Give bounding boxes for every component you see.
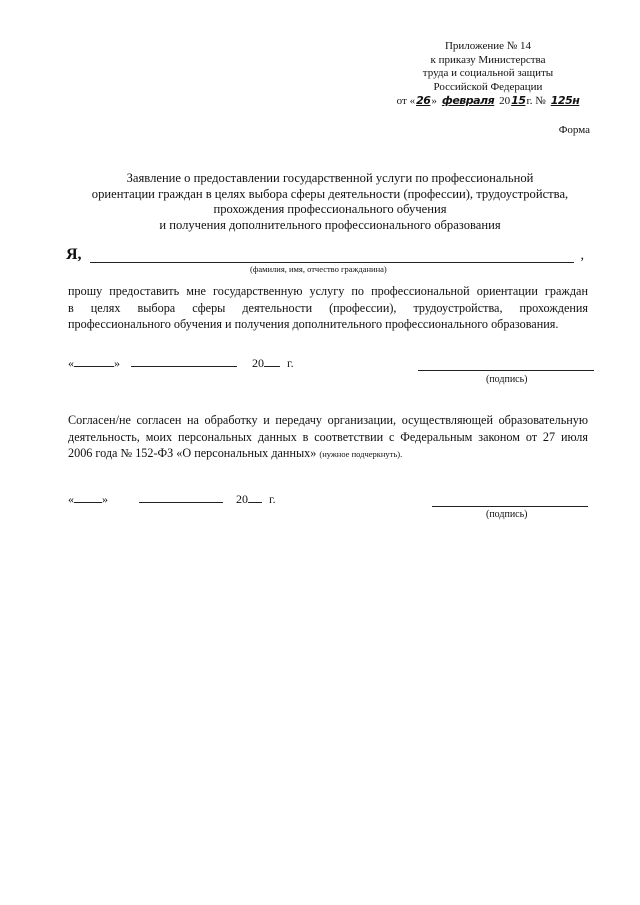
- month-field-2[interactable]: [139, 492, 223, 503]
- title-line-1: Заявление о предоставлении государственной услуги по профессиональной: [126, 171, 534, 185]
- applicant-name-caption: (фамилия, имя, отчество гражданина): [250, 264, 387, 274]
- consent-line-3-text: 2006 года № 152-ФЗ «О персональных данных»: [68, 446, 317, 460]
- date-open-quote-2: «: [68, 492, 74, 506]
- form-label: Форма: [558, 124, 590, 136]
- applicant-prefix: Я,: [66, 246, 82, 263]
- appendix-header: [388, 40, 588, 109]
- applicant-name-field[interactable]: [90, 262, 574, 263]
- order-year-prefix: 20: [499, 95, 511, 107]
- signature-caption: (подпись): [486, 374, 528, 385]
- consent-date: [68, 492, 276, 507]
- year-suffix-2: г.: [269, 492, 276, 506]
- applicant-name-row: [66, 246, 586, 266]
- year-prefix-2: 20: [236, 492, 248, 506]
- date-close-quote-2: »: [102, 492, 108, 506]
- signature-field-2[interactable]: [432, 506, 588, 507]
- request-date: [68, 356, 294, 371]
- order-month: февраля: [441, 94, 495, 107]
- order-number-prefix: г. №: [526, 95, 546, 107]
- year-field-2[interactable]: [248, 492, 262, 503]
- applicant-comma: ,: [580, 248, 584, 263]
- day-field[interactable]: [74, 356, 114, 367]
- order-day: 26: [416, 94, 431, 107]
- consent-paragraph: [68, 412, 588, 463]
- document-title: [60, 171, 600, 233]
- order-prefix: от «: [396, 95, 416, 107]
- request-line-1: прошу предоставить мне государственную услугу по профессиональной ориентации граждан: [68, 284, 588, 298]
- order-day-close: »: [431, 95, 437, 107]
- federation-name: Российской Федерации: [433, 80, 543, 93]
- order-number: 125н: [550, 94, 580, 107]
- consent-line-3: [68, 445, 588, 463]
- year-suffix: г.: [287, 356, 294, 370]
- date-open-quote: «: [68, 356, 74, 370]
- year-field[interactable]: [264, 356, 280, 367]
- request-line-3: профессионального обучения и получения дополнительного профессионального образования.: [68, 317, 559, 331]
- ministry-name: труда и социальной защиты: [422, 67, 554, 79]
- order-date-line: [388, 94, 588, 109]
- appendix-number: Приложение № 14: [444, 40, 532, 52]
- order-reference: к приказу Министерства: [430, 53, 546, 66]
- year-prefix: 20: [252, 356, 264, 370]
- request-paragraph: [68, 283, 588, 333]
- title-line-4: и получения дополнительного профессионального образования: [159, 217, 501, 232]
- date-close-quote: »: [114, 356, 120, 370]
- signature-caption-2: (подпись): [486, 509, 528, 520]
- title-line-2: ориентации граждан в целях выбора сферы деятельности (профессии), трудоустройства,: [91, 186, 569, 201]
- day-field-2[interactable]: [74, 492, 102, 503]
- title-line-3: прохождения профессионального обучения: [213, 202, 447, 216]
- order-year: 15: [511, 94, 526, 107]
- consent-note: (нужное подчеркнуть).: [319, 449, 403, 459]
- consent-line-2: деятельность, моих персональных данных в соответствии с Федеральным законом от 27 июля: [68, 429, 588, 444]
- month-field[interactable]: [131, 356, 237, 367]
- consent-line-1: Согласен/не согласен на обработку и передачу организации, осуществляющей образовательную: [68, 413, 588, 427]
- signature-field[interactable]: [418, 370, 594, 371]
- request-line-2: в целях выбора сферы деятельности (профессии), трудоустройства, прохождения: [68, 300, 588, 315]
